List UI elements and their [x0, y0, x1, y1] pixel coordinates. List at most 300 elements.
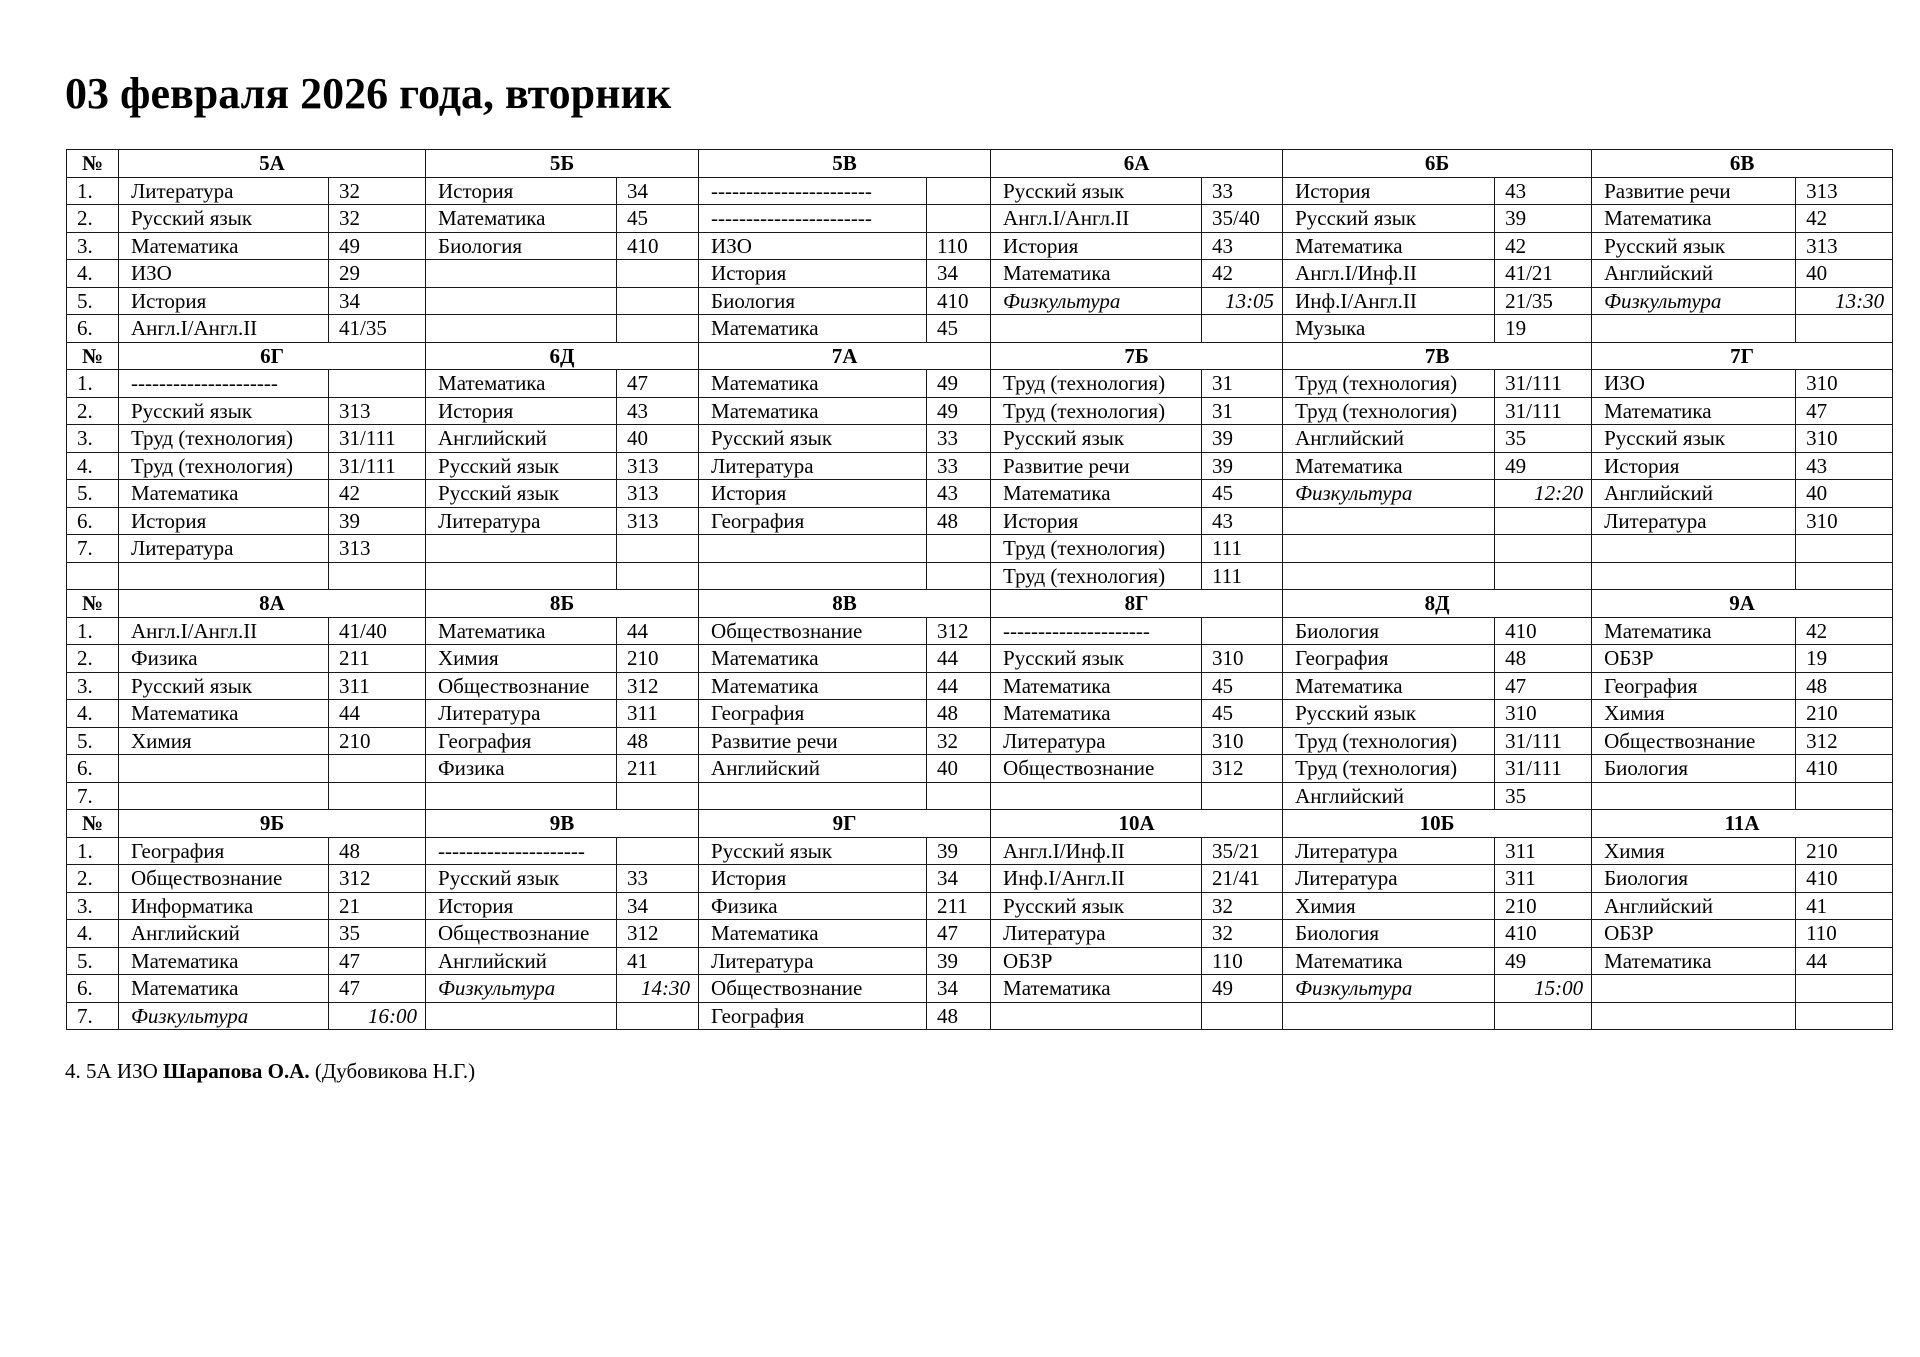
subject-cell: История	[699, 865, 927, 893]
subject-cell	[1592, 975, 1796, 1003]
room-cell: 310	[1796, 425, 1893, 453]
subject-cell: ОБЗР	[991, 947, 1202, 975]
number-header: №	[67, 810, 119, 838]
class-header: 6Г	[119, 342, 426, 370]
subject-cell: ---------------------	[991, 617, 1202, 645]
lesson-row	[67, 1002, 1893, 1030]
subject-cell: Математика	[699, 920, 927, 948]
subject-cell: Труд (технология)	[119, 425, 329, 453]
room-cell: 49	[329, 232, 426, 260]
subject-cell	[1283, 535, 1495, 563]
lesson-row	[67, 315, 1893, 343]
room-cell: 34	[329, 287, 426, 315]
room-cell: 111	[1202, 535, 1283, 563]
subject-cell	[1592, 562, 1796, 590]
room-cell: 313	[617, 452, 699, 480]
room-cell	[927, 535, 991, 563]
room-cell: 32	[927, 727, 991, 755]
subject-cell: История	[991, 232, 1202, 260]
subject-cell: Английский	[1283, 425, 1495, 453]
room-cell: 312	[617, 672, 699, 700]
subject-cell: Англ.I/Инф.II	[1283, 260, 1495, 288]
subject-cell: Труд (технология)	[991, 535, 1202, 563]
room-cell: 49	[927, 370, 991, 398]
room-cell: 211	[927, 892, 991, 920]
room-cell	[1202, 617, 1283, 645]
subject-cell: Русский язык	[991, 425, 1202, 453]
class-header: 5Б	[426, 150, 699, 178]
subject-cell: Англ.I/Инф.II	[991, 837, 1202, 865]
room-cell: 47	[1796, 397, 1893, 425]
room-cell	[1796, 782, 1893, 810]
lesson-row	[67, 892, 1893, 920]
subject-cell: Математика	[991, 700, 1202, 728]
room-cell: 410	[1495, 920, 1592, 948]
subject-cell: Литература	[119, 535, 329, 563]
lesson-row	[67, 617, 1893, 645]
number-header: №	[67, 590, 119, 618]
room-cell: 39	[1202, 425, 1283, 453]
room-cell: 49	[927, 397, 991, 425]
subject-cell: Биология	[426, 232, 617, 260]
subject-cell: Химия	[1592, 700, 1796, 728]
room-cell: 48	[927, 507, 991, 535]
subject-cell: Математика	[119, 947, 329, 975]
room-cell: 47	[329, 975, 426, 1003]
lesson-number: 5.	[67, 287, 119, 315]
class-header: 7В	[1283, 342, 1592, 370]
subject-cell: История	[119, 287, 329, 315]
class-header: 10А	[991, 810, 1283, 838]
subject-cell	[426, 287, 617, 315]
room-cell: 39	[329, 507, 426, 535]
lesson-number: 4.	[67, 920, 119, 948]
subject-cell	[119, 755, 329, 783]
room-cell: 44	[927, 672, 991, 700]
lesson-number: 4.	[67, 260, 119, 288]
lesson-row	[67, 507, 1893, 535]
subject-cell: Физика	[119, 645, 329, 673]
room-cell: 310	[1202, 727, 1283, 755]
room-cell: 310	[1796, 507, 1893, 535]
room-cell: 33	[617, 865, 699, 893]
subject-cell: Литература	[1592, 507, 1796, 535]
subject-cell: Труд (технология)	[991, 397, 1202, 425]
room-cell: 44	[1796, 947, 1893, 975]
lesson-row	[67, 562, 1893, 590]
room-cell: 35/21	[1202, 837, 1283, 865]
room-cell: 312	[927, 617, 991, 645]
room-cell: 47	[927, 920, 991, 948]
subject-cell	[1592, 782, 1796, 810]
room-cell: 410	[927, 287, 991, 315]
room-cell	[329, 782, 426, 810]
subject-cell	[426, 1002, 617, 1030]
room-cell	[1495, 507, 1592, 535]
room-cell: 210	[1495, 892, 1592, 920]
lesson-number: 7.	[67, 782, 119, 810]
room-cell: 48	[1495, 645, 1592, 673]
subject-cell: Англ.I/Англ.II	[119, 315, 329, 343]
subject-cell: История	[699, 480, 927, 508]
subject-cell: Математика	[699, 672, 927, 700]
room-cell: 45	[1202, 672, 1283, 700]
subject-cell	[119, 782, 329, 810]
subject-cell: Английский	[1592, 260, 1796, 288]
room-cell: 110	[1796, 920, 1893, 948]
lesson-row	[67, 287, 1893, 315]
lesson-number: 6.	[67, 315, 119, 343]
room-cell: 44	[617, 617, 699, 645]
room-cell: 13:05	[1202, 287, 1283, 315]
subject-cell: Англ.I/Англ.II	[991, 205, 1202, 233]
lesson-number: 5.	[67, 947, 119, 975]
lesson-number: 3.	[67, 232, 119, 260]
room-cell: 313	[329, 397, 426, 425]
room-cell: 310	[1495, 700, 1592, 728]
subject-cell: Математика	[1283, 672, 1495, 700]
room-cell: 35	[1495, 425, 1592, 453]
room-cell	[1495, 562, 1592, 590]
room-cell: 16:00	[329, 1002, 426, 1030]
room-cell: 111	[1202, 562, 1283, 590]
subject-cell: Математика	[426, 205, 617, 233]
room-cell: 31	[1202, 370, 1283, 398]
subject-cell: Математика	[1592, 397, 1796, 425]
room-cell	[1796, 1002, 1893, 1030]
room-cell: 33	[927, 452, 991, 480]
subject-cell: ИЗО	[1592, 370, 1796, 398]
lesson-row	[67, 205, 1893, 233]
subject-cell: География	[699, 700, 927, 728]
room-cell: 313	[1796, 177, 1893, 205]
subject-cell: Математика	[426, 370, 617, 398]
subject-cell: История	[699, 260, 927, 288]
subject-cell: Английский	[426, 947, 617, 975]
room-cell: 32	[1202, 892, 1283, 920]
room-cell: 410	[617, 232, 699, 260]
class-header: 8Б	[426, 590, 699, 618]
subject-cell: Литература	[699, 452, 927, 480]
room-cell: 34	[617, 177, 699, 205]
room-cell: 311	[329, 672, 426, 700]
lesson-row	[67, 177, 1893, 205]
room-cell: 41	[1796, 892, 1893, 920]
room-cell	[617, 260, 699, 288]
room-cell: 43	[1202, 232, 1283, 260]
lesson-row	[67, 782, 1893, 810]
subject-cell: Математика	[1592, 205, 1796, 233]
subject-cell: -----------------------	[699, 205, 927, 233]
subject-cell: Химия	[1283, 892, 1495, 920]
subject-cell: Физкультура	[1283, 975, 1495, 1003]
subject-cell: Труд (технология)	[1283, 755, 1495, 783]
subject-cell: Литература	[1283, 837, 1495, 865]
subject-cell	[991, 1002, 1202, 1030]
room-cell: 313	[617, 480, 699, 508]
room-cell	[617, 287, 699, 315]
room-cell: 41/40	[329, 617, 426, 645]
subject-cell: ---------------------	[119, 370, 329, 398]
class-header: 7Б	[991, 342, 1283, 370]
room-cell: 48	[927, 700, 991, 728]
subject-cell: Математика	[699, 370, 927, 398]
subject-cell: Английский	[699, 755, 927, 783]
room-cell: 43	[1796, 452, 1893, 480]
room-cell: 42	[1495, 232, 1592, 260]
room-cell: 31/111	[1495, 370, 1592, 398]
lesson-row	[67, 232, 1893, 260]
lesson-row	[67, 535, 1893, 563]
room-cell: 44	[927, 645, 991, 673]
subject-cell: Труд (технология)	[991, 562, 1202, 590]
subject-cell: Русский язык	[426, 865, 617, 893]
subject-cell: Математика	[991, 480, 1202, 508]
room-cell: 31/111	[329, 452, 426, 480]
subject-cell: История	[426, 397, 617, 425]
room-cell	[927, 205, 991, 233]
number-header: №	[67, 342, 119, 370]
footnote-teacher: Шарапова О.А.	[163, 1059, 310, 1083]
room-cell: 45	[1202, 700, 1283, 728]
lesson-number: 3.	[67, 892, 119, 920]
class-header: 11А	[1592, 810, 1893, 838]
room-cell: 311	[1495, 865, 1592, 893]
room-cell	[617, 535, 699, 563]
class-header: 7Г	[1592, 342, 1893, 370]
room-cell: 39	[927, 837, 991, 865]
class-header: 6А	[991, 150, 1283, 178]
subject-cell: -----------------------	[699, 177, 927, 205]
subject-cell: Русский язык	[699, 837, 927, 865]
room-cell: 12:20	[1495, 480, 1592, 508]
subject-cell	[1592, 1002, 1796, 1030]
subject-cell: Химия	[426, 645, 617, 673]
room-cell	[1796, 535, 1893, 563]
subject-cell: ОБЗР	[1592, 920, 1796, 948]
subject-cell	[699, 562, 927, 590]
room-cell: 312	[1796, 727, 1893, 755]
room-cell: 32	[329, 205, 426, 233]
subject-cell: Обществознание	[699, 975, 927, 1003]
room-cell: 31	[1202, 397, 1283, 425]
class-header: 8Г	[991, 590, 1283, 618]
subject-cell: Русский язык	[991, 645, 1202, 673]
subject-cell: Английский	[1283, 782, 1495, 810]
subject-cell: Развитие речи	[699, 727, 927, 755]
class-header: 6В	[1592, 150, 1893, 178]
subject-cell: Физкультура	[1592, 287, 1796, 315]
lesson-row	[67, 837, 1893, 865]
subject-cell: Математика	[699, 645, 927, 673]
lesson-number: 1.	[67, 370, 119, 398]
subject-cell: Литература	[991, 920, 1202, 948]
subject-cell: Развитие речи	[1592, 177, 1796, 205]
class-header: 5А	[119, 150, 426, 178]
room-cell: 47	[617, 370, 699, 398]
room-cell: 48	[617, 727, 699, 755]
class-header: 9В	[426, 810, 699, 838]
footnote	[65, 1057, 475, 1085]
room-cell: 42	[1796, 205, 1893, 233]
footnote-prefix: 4. 5А ИЗО	[65, 1059, 164, 1083]
lesson-row	[67, 480, 1893, 508]
lesson-row	[67, 700, 1893, 728]
room-cell: 312	[1202, 755, 1283, 783]
subject-cell: Английский	[426, 425, 617, 453]
class-header: 8Д	[1283, 590, 1592, 618]
subject-cell: Музыка	[1283, 315, 1495, 343]
room-cell: 43	[1202, 507, 1283, 535]
room-cell: 42	[1202, 260, 1283, 288]
class-header: 10Б	[1283, 810, 1592, 838]
room-cell: 45	[927, 315, 991, 343]
room-cell: 21	[329, 892, 426, 920]
room-cell: 35/40	[1202, 205, 1283, 233]
subject-cell: Математика	[1283, 452, 1495, 480]
room-cell: 21/35	[1495, 287, 1592, 315]
room-cell	[617, 562, 699, 590]
subject-cell: Литература	[426, 700, 617, 728]
subject-cell: География	[699, 1002, 927, 1030]
subject-cell: История	[1283, 177, 1495, 205]
room-cell: 39	[1202, 452, 1283, 480]
room-cell: 48	[1796, 672, 1893, 700]
room-cell: 210	[1796, 837, 1893, 865]
subject-cell: ---------------------	[426, 837, 617, 865]
lesson-number: 5.	[67, 727, 119, 755]
subject-cell	[699, 535, 927, 563]
subject-cell: ИЗО	[699, 232, 927, 260]
subject-cell: Математика	[1592, 617, 1796, 645]
lesson-row	[67, 975, 1893, 1003]
lesson-number: 4.	[67, 700, 119, 728]
room-cell: 31/111	[1495, 727, 1592, 755]
lesson-row	[67, 425, 1893, 453]
room-cell: 33	[1202, 177, 1283, 205]
page-title: 03 февраля 2026 года, вторник	[65, 69, 672, 118]
subject-cell	[991, 782, 1202, 810]
lesson-row	[67, 260, 1893, 288]
subject-cell: Инф.I/Англ.II	[1283, 287, 1495, 315]
subject-cell: Физика	[699, 892, 927, 920]
room-cell	[1796, 975, 1893, 1003]
subject-cell: Труд (технология)	[119, 452, 329, 480]
room-cell	[927, 782, 991, 810]
subject-cell	[991, 315, 1202, 343]
subject-cell: Литература	[119, 177, 329, 205]
number-header: №	[67, 150, 119, 178]
subject-cell: Биология	[1592, 865, 1796, 893]
room-cell	[617, 837, 699, 865]
subject-cell: Физкультура	[119, 1002, 329, 1030]
room-cell: 31/111	[1495, 397, 1592, 425]
lesson-number: 4.	[67, 452, 119, 480]
room-cell: 410	[1495, 617, 1592, 645]
subject-cell: Математика	[426, 617, 617, 645]
room-cell: 34	[927, 975, 991, 1003]
subject-cell: География	[1592, 672, 1796, 700]
class-header-row	[67, 150, 1893, 178]
room-cell: 35	[1495, 782, 1592, 810]
subject-cell: Русский язык	[426, 480, 617, 508]
room-cell: 19	[1796, 645, 1893, 673]
class-header: 8В	[699, 590, 991, 618]
lesson-number: 2.	[67, 865, 119, 893]
subject-cell: Английский	[1592, 892, 1796, 920]
subject-cell: Английский	[1592, 480, 1796, 508]
schedule-body	[67, 150, 1893, 1030]
room-cell: 39	[927, 947, 991, 975]
room-cell: 31/111	[1495, 755, 1592, 783]
subject-cell: Физкультура	[1283, 480, 1495, 508]
room-cell: 44	[329, 700, 426, 728]
room-cell: 19	[1495, 315, 1592, 343]
subject-cell: Математика	[119, 480, 329, 508]
subject-cell: Литература	[1283, 865, 1495, 893]
subject-cell: Обществознание	[426, 920, 617, 948]
subject-cell: Информатика	[119, 892, 329, 920]
subject-cell: Математика	[699, 397, 927, 425]
room-cell: 41/21	[1495, 260, 1592, 288]
class-header: 9Б	[119, 810, 426, 838]
subject-cell: Обществознание	[119, 865, 329, 893]
room-cell: 43	[1495, 177, 1592, 205]
room-cell: 21/41	[1202, 865, 1283, 893]
room-cell: 40	[1796, 260, 1893, 288]
room-cell	[1796, 315, 1893, 343]
subject-cell: Химия	[1592, 837, 1796, 865]
subject-cell: История	[991, 507, 1202, 535]
subject-cell: История	[1592, 452, 1796, 480]
subject-cell: Математика	[119, 232, 329, 260]
room-cell: 43	[927, 480, 991, 508]
room-cell: 40	[1796, 480, 1893, 508]
subject-cell: Математика	[991, 975, 1202, 1003]
lesson-number: 2.	[67, 645, 119, 673]
room-cell: 39	[1495, 205, 1592, 233]
room-cell	[329, 370, 426, 398]
room-cell: 32	[1202, 920, 1283, 948]
subject-cell: Математика	[1283, 947, 1495, 975]
room-cell: 43	[617, 397, 699, 425]
class-header: 8А	[119, 590, 426, 618]
room-cell: 15:00	[1495, 975, 1592, 1003]
class-header: 9А	[1592, 590, 1893, 618]
room-cell: 34	[927, 865, 991, 893]
subject-cell: ИЗО	[119, 260, 329, 288]
subject-cell: Физика	[426, 755, 617, 783]
lesson-number: 6.	[67, 755, 119, 783]
room-cell: 29	[329, 260, 426, 288]
class-header: 6Д	[426, 342, 699, 370]
subject-cell	[1283, 562, 1495, 590]
lesson-number: 3.	[67, 672, 119, 700]
room-cell: 410	[1796, 755, 1893, 783]
room-cell: 310	[1796, 370, 1893, 398]
room-cell: 49	[1495, 947, 1592, 975]
room-cell: 47	[1495, 672, 1592, 700]
room-cell: 31/111	[329, 425, 426, 453]
room-cell	[1202, 315, 1283, 343]
subject-cell: Биология	[699, 287, 927, 315]
class-header: 7А	[699, 342, 991, 370]
room-cell	[617, 1002, 699, 1030]
room-cell: 312	[617, 920, 699, 948]
subject-cell: Обществознание	[991, 755, 1202, 783]
room-cell: 49	[1202, 975, 1283, 1003]
room-cell: 32	[329, 177, 426, 205]
